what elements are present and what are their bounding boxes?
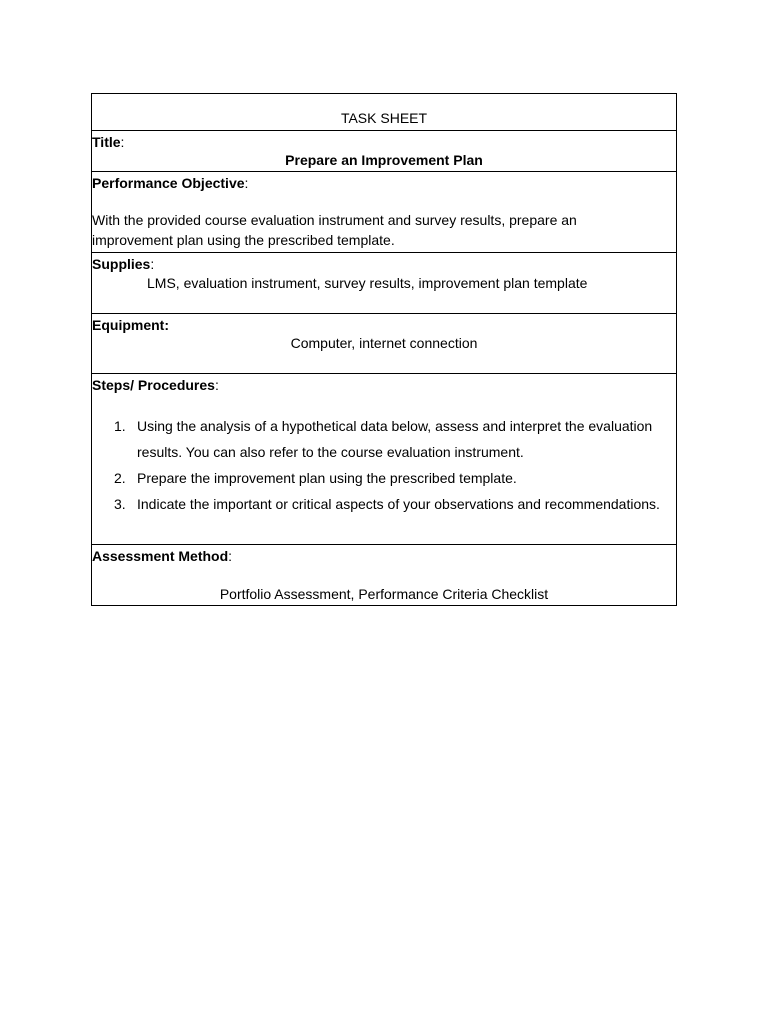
assessment-method-text: Portfolio Assessment, Performance Criteria Checklist: [219, 586, 549, 602]
steps-procedures-row: [92, 374, 676, 545]
title-label: Title:: [92, 134, 125, 150]
task-sheet-table: [91, 93, 677, 606]
step-text: Indicate the important or critical aspects of your observations and recommendations.: [137, 496, 660, 512]
title-row: [92, 131, 676, 172]
performance-objective-label: Performance Objective:: [92, 175, 249, 191]
step-number: 2.: [114, 470, 126, 486]
equipment-row: [92, 314, 676, 374]
steps-list: [92, 413, 678, 517]
heading-row: [92, 94, 676, 131]
assessment-method-row: [92, 545, 676, 606]
step-number: 1.: [114, 418, 126, 434]
equipment-label: Equipment:: [92, 317, 169, 333]
step-item-2: [92, 465, 678, 491]
supplies-text: LMS, evaluation instrument, survey results, improvement plan template: [147, 275, 588, 291]
supplies-row: [92, 253, 676, 314]
task-sheet-heading: TASK SHEET: [340, 110, 428, 126]
step-text: Prepare the improvement plan using the prescribed template.: [137, 470, 517, 486]
title-value: Prepare an Improvement Plan: [285, 152, 483, 168]
steps-procedures-label: Steps/ Procedures:: [92, 377, 219, 393]
step-text: Using the analysis of a hypothetical data below, assess and interpret the evaluation results. You can also refer to the course evaluation instrument.: [137, 418, 653, 460]
step-item-1: [92, 413, 678, 465]
performance-objective-text: With the provided course evaluation instrument and survey results, prepare an improvement plan using the prescribed template.: [92, 212, 577, 248]
step-number: 3.: [114, 496, 126, 512]
equipment-text: Computer, internet connection: [290, 335, 478, 351]
assessment-method-label: Assessment Method:: [92, 548, 233, 564]
supplies-label: Supplies:: [92, 256, 155, 272]
performance-objective-row: [92, 172, 676, 253]
step-item-3: [92, 491, 678, 517]
